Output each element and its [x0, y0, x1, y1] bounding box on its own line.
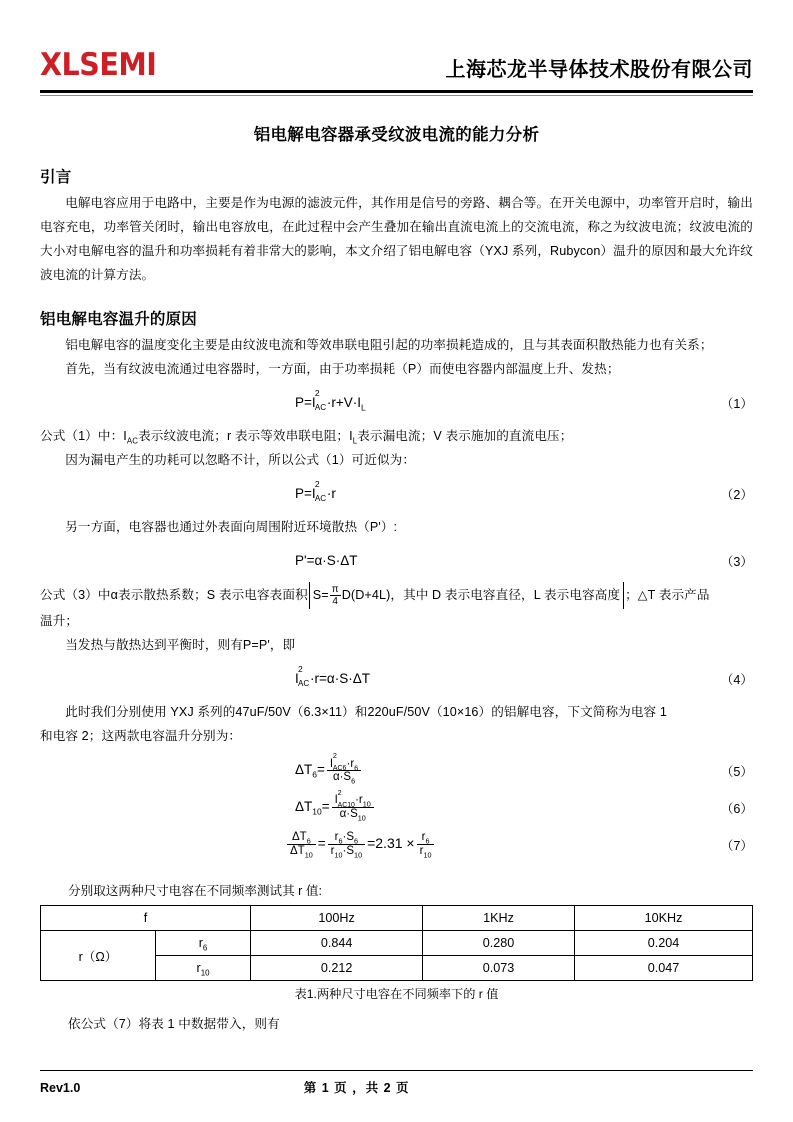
- formula-3-expression: P'=α·S·ΔT: [295, 552, 358, 568]
- formula-6-fraction: I 2 AC10 $\cdot r_{10}$ $\alpha\cdot S_{10}$: [332, 794, 374, 821]
- header-divider-thin: [40, 95, 753, 96]
- cause-paragraph-1-line-2: 首先，当有纹波电流通过电容器时，一方面，由于功率损耗（P）而使电容器内部温度上升、发热；: [65, 361, 620, 376]
- formula-6-number: （6）: [720, 802, 753, 817]
- resistance-table: [40, 905, 753, 981]
- formula-1-expression: P=I 2 AC $\cdot r+V\cdot I_L$: [295, 388, 366, 413]
- footer-divider: [40, 1070, 753, 1072]
- formula-4-number: （4）: [720, 672, 753, 687]
- table-header-frequency-label: f: [41, 905, 251, 930]
- after-formula-2-text: 另一方面，电容器也通过外表面向周围附近环境散热（P'）:: [65, 519, 398, 534]
- table-row-label-r10: $r_{10}$: [156, 955, 251, 980]
- table-caption: 表1.两种尺寸电容在不同频率下的 r 值: [294, 986, 499, 1001]
- table-cell-r6-10khz: 0.204: [574, 930, 752, 955]
- r-s-ratio-fraction: $\frac{r_6\cdot S_6}{r_{10}\cdot S_{10}}$: [328, 831, 365, 858]
- page-number-label: 第 1 页 ，共 2 页: [303, 1081, 410, 1095]
- formula-6-expression: $\Delta T_{10}=$ I 2 AC10 $\cdot r_{10}$ $\alpha\cdot S_{10}$: [295, 799, 376, 814]
- formula-2-expression: P=I 2 AC ·r: [295, 479, 336, 504]
- formula-7-result: =2.31 ×: [367, 834, 415, 851]
- formula-3-number: （3）: [720, 554, 753, 569]
- table-header-col-2: 10KHz: [574, 905, 752, 930]
- formula-1-number: （1）: [720, 396, 753, 411]
- formula-5-fraction: I 2 AC6 $\cdot r_6$ $\alpha\cdot S_6$: [327, 758, 361, 785]
- table-header-col-1: 1KHz: [423, 905, 575, 930]
- pi-over-4-fraction: $\frac{\pi}{4}$: [331, 583, 339, 607]
- after-formula-3-text: [40, 582, 753, 657]
- formula-2-number: （2）: [720, 487, 753, 502]
- cause-paragraph-1: [40, 333, 753, 381]
- approximation-line: 因为漏电产生的功耗可以忽略不计，所以公式（1）可近似为：: [65, 452, 416, 467]
- thermal-equilibrium-line: 当发热与散热达到平衡时，则有P=P'，即: [65, 637, 296, 652]
- intro-paragraph: 电解电容应用于电路中，主要是作为电源的滤波元件，其作用是信号的旁路、耦合等。在开关电源中，功率管开启时，输出电容充电，功率管关闭时，输出电容放电，在此过程中会产生叠加在输出直流电流上的交流电流，称之为纹波电流；纹波电流的大小对电解电容的温升和功率损耗有着非常大的影响，本文介绍了铝电解电容（YXJ 系列，Rubycon）温升的原因和最大允许纹波电流的计算方法。: [40, 195, 753, 282]
- xlsemi-logo: XLSEMI: [40, 47, 157, 83]
- table-cell-r10-100hz: 0.212: [251, 955, 423, 980]
- formula-7-number: （7）: [720, 838, 753, 853]
- page-header: [40, 0, 753, 81]
- after-formula-1-text: [40, 424, 753, 472]
- formula-6-row: [40, 788, 753, 823]
- after-formula-4-text: [40, 700, 753, 748]
- revision-label: Rev1.0: [40, 1081, 81, 1095]
- table-row-label-r6: $r_6$: [156, 930, 251, 955]
- temperature-rise-line: 温升；: [40, 613, 79, 628]
- capacitor-selection-line-1: 此时我们分别使用 YXJ 系列的47uF/50V（6.3×11）和220uF/50V（10×16）的铝解电容，下文简称为电容 1: [65, 704, 667, 719]
- cause-paragraph-1-line-1: 铝电解电容的温度变化主要是由纹波电流和等效串联电阻引起的功率损耗造成的，且与其表面积散热能力也有关系；: [65, 337, 713, 352]
- table-cell-r6-1khz: 0.280: [423, 930, 575, 955]
- delta-t-ratio-fraction: $\frac{\Delta T_6}{\Delta T_{10}}$: [287, 831, 316, 858]
- surface-area-bracket: S= $\frac{\pi}{4}$ D(D+4L)，其中 D 表示电容直径，L 表示电容高度: [309, 582, 624, 609]
- header-divider: [40, 90, 753, 93]
- table-unit-label: r（Ω）: [41, 930, 156, 980]
- table-cell-r10-10khz: 0.047: [574, 955, 752, 980]
- table-row: [41, 930, 753, 955]
- table-lead-text: 分别取这两种尺寸电容在不同频率测试其 r 值:: [68, 883, 322, 898]
- r-ratio-fraction: $\frac{r_6}{r_{10}}$: [417, 831, 435, 858]
- formula-7-expression: $\frac{\Delta T_6}{\Delta T_{10}}$ = $\frac{r_6\cdot S_6}{r_{10}\cdot S_{10}}$ =2.31 × $\frac{r_6}{r_{10}}$: [285, 836, 436, 851]
- capacitor-selection-line-2: 和电容 2；这两款电容温升分别为：: [40, 728, 242, 743]
- symbol-definitions-line: 公式（1）中：$I_{AC}$表示纹波电流；r 表示等效串联电阻；$I_L$表示漏电流；V 表示施加的直流电压；: [40, 428, 573, 446]
- formula-5-expression: $\Delta T_6=$ I 2 AC6 $\cdot r_6$ $\alpha\cdot S_6$: [295, 762, 363, 777]
- formula-3-row: [40, 551, 753, 570]
- formula-4-row: [40, 664, 753, 689]
- after-table-text: 依公式（7）将表 1 中数据带入，则有: [68, 1016, 280, 1031]
- company-name: 上海芯龙半导体技术股份有限公司: [445, 59, 753, 81]
- section-heading-intro: 引言: [40, 168, 72, 186]
- surface-area-definition-line: 公式（3）中α表示散热系数；S 表示电容表面积 S= $\frac{\pi}{4}$ D(D+4L)，其中 D 表示电容直径，L 表示电容高度 ；△T 表示产品: [40, 583, 710, 607]
- section-heading-cause: 铝电解电容温升的原因: [40, 310, 198, 328]
- page-footer: [40, 1070, 753, 1097]
- page-title: 铝电解电容器承受纹波电流的能力分析: [253, 125, 540, 144]
- formula-4-expression: I 2 AC ·r=α·S·ΔT: [295, 664, 370, 689]
- formula-7-row: [40, 831, 753, 858]
- table-cell-r10-1khz: 0.073: [423, 955, 575, 980]
- formula-2-row: [40, 479, 753, 504]
- table-cell-r6-100hz: 0.844: [251, 930, 423, 955]
- formula-5-row: [40, 751, 753, 786]
- table-header-col-0: 100Hz: [251, 905, 423, 930]
- formula-5-number: （5）: [720, 765, 753, 780]
- table-header-row: [41, 905, 753, 930]
- formula-1-row: [40, 388, 753, 413]
